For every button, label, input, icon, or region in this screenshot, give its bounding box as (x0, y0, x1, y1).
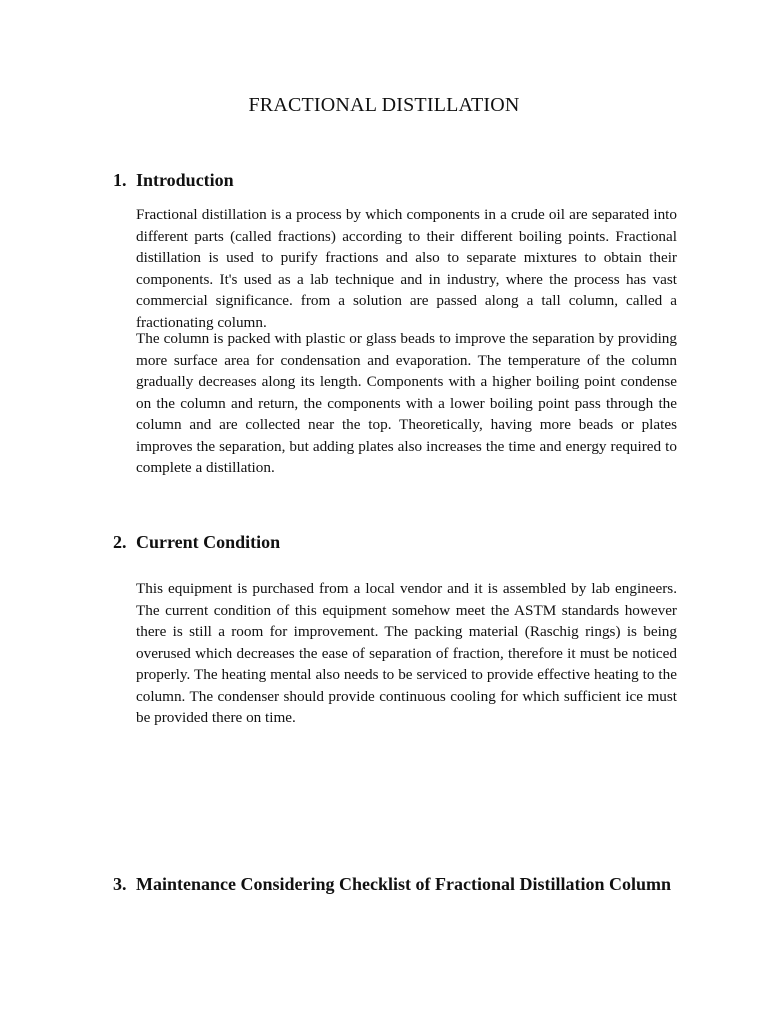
current-condition-paragraph: This equipment is purchased from a local vendor and it is assembled by lab engineers. The current condition of this equipment somehow meet the ASTM standards however there is still a room for improvement. The packing material (Raschig rings) is being overused which decreases the ease of separation of fraction, therefore it must be noticed properly. The heating mental also needs to be serviced to provide effective heating to the column. The condenser should provide continuous cooling for which sufficient ice must be provided there on time. (136, 580, 677, 726)
section-number: 2. (113, 532, 127, 552)
section-heading-introduction (113, 166, 693, 194)
section-heading-maintenance-checklist (113, 870, 693, 898)
section-heading-current-condition (113, 528, 693, 556)
section-number: 3. (113, 874, 127, 894)
section-title: Maintenance Considering Checklist of Fractional Distillation Column (136, 874, 671, 894)
document-title: FRACTIONAL DISTILLATION (248, 94, 520, 116)
section-title: Current Condition (136, 532, 281, 552)
section-title: Introduction (136, 170, 234, 190)
section-number: 1. (113, 170, 127, 190)
introduction-paragraph-2: The column is packed with plastic or glass beads to improve the separation by providing more surface area for condensation and evaporation. The temperature of the column gradually decreases along its length. Components with a higher boiling point condense on the column and return, the components with a lower boiling point pass through the column and are collected near the top. Theoretically, having more beads or plates improves the separation, but adding plates also increases the time and energy required to complete a distillation. (136, 330, 677, 476)
introduction-paragraph-1: Fractional distillation is a process by which components in a crude oil are separated into different parts (called fractions) according to their different boiling points. Fractional distillation is used to purify fractions and also to separate mixtures to obtain their components. It's used as a lab technique and in industry, where the process has vast commercial significance. from a solution are passed along a tall column, called a fractionating column. (136, 206, 677, 331)
